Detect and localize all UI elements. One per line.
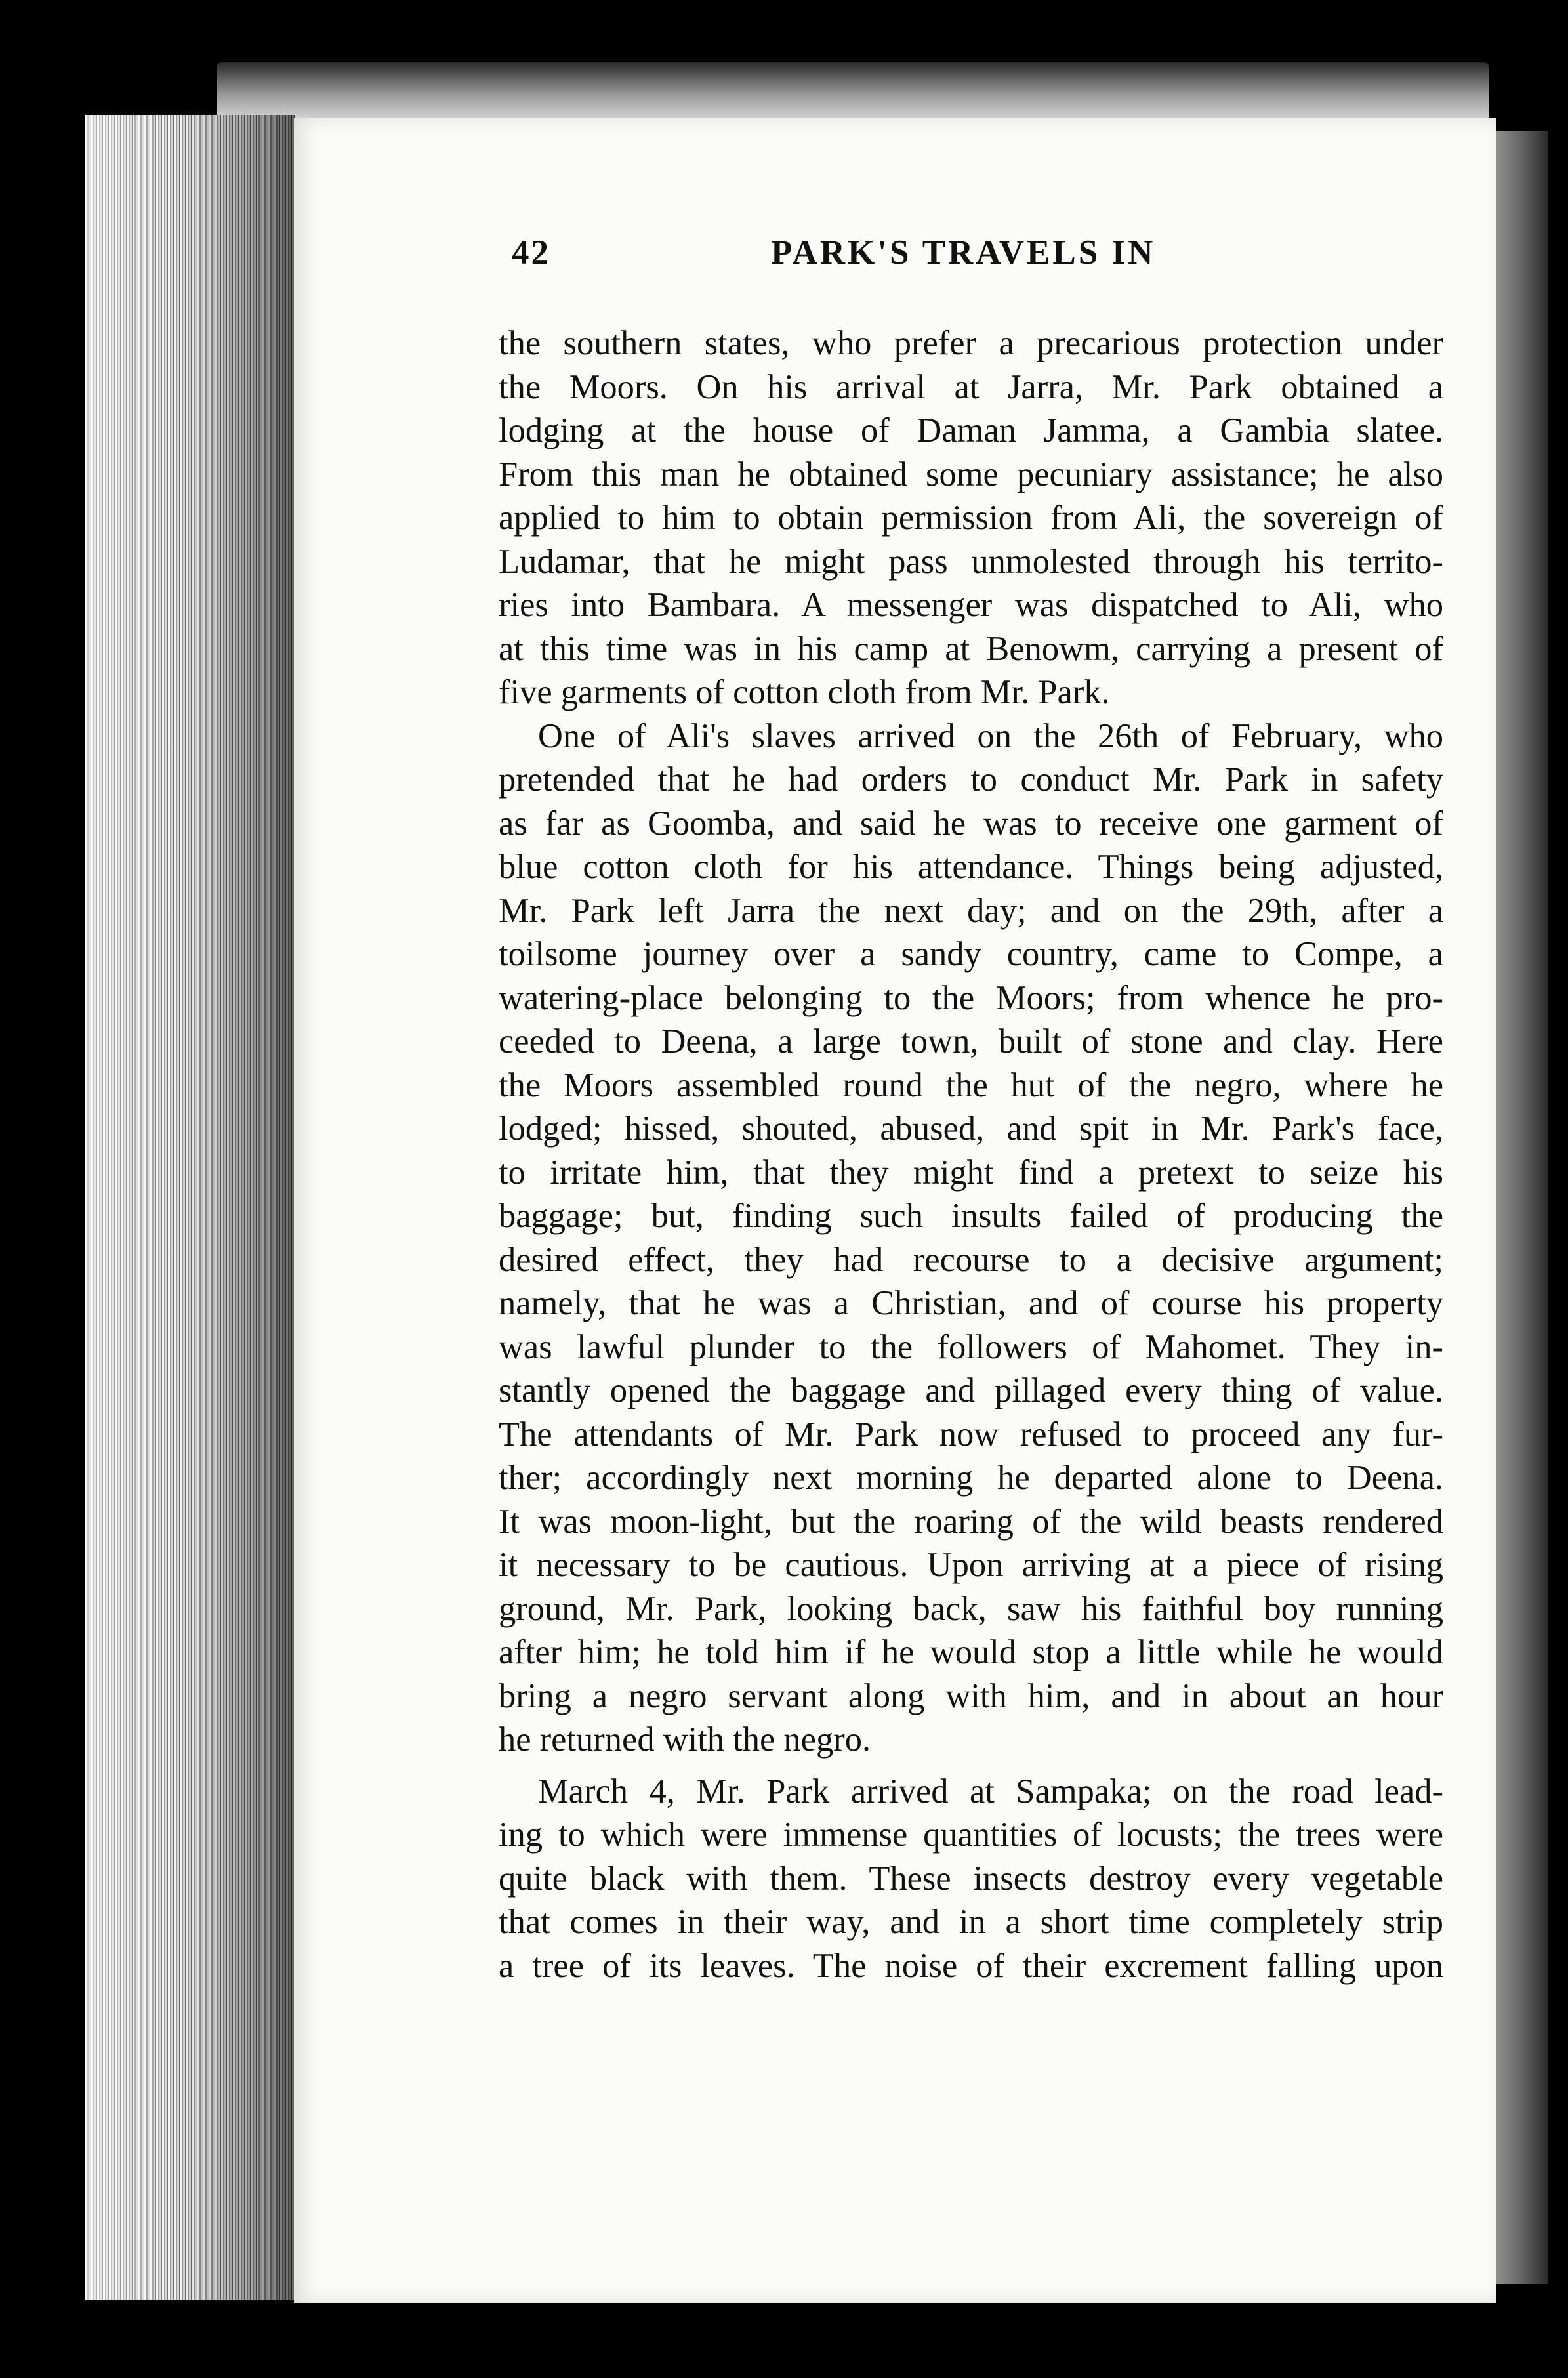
text-line: bring a negro servant along with him, and in about an hour [499, 1677, 1443, 1715]
text-line: From this man he obtained some pecuniary assistance; he also [499, 455, 1443, 493]
text-line: to irritate him, that they might find a pretext to seize his [499, 1153, 1443, 1192]
text-line: toilsome journey over a sandy country, came to Compe, a [499, 935, 1443, 973]
text-line: Mr. Park left Jarra the next day; and on the 29th, after a [499, 891, 1443, 930]
text-line: that comes in their way, and in a short time completely strip [499, 1903, 1443, 1941]
text-line: after him; he told him if he would stop a little while he would [499, 1633, 1443, 1671]
paragraph [499, 715, 1443, 1762]
right-page-edge [1489, 131, 1548, 2284]
text-line: he returned with the negro. [499, 1721, 871, 1759]
text-line: It was moon-light, but the roaring of the wild beasts rendered [499, 1502, 1443, 1541]
text-line: the Moors assembled round the hut of the negro, where he [499, 1066, 1443, 1104]
text-line: The attendants of Mr. Park now refused to proceed any fur- [499, 1415, 1443, 1453]
text-line: ther; accordingly next morning he departed alone to Deena. [499, 1459, 1443, 1497]
text-line: ground, Mr. Park, looking back, saw his faithful boy running [499, 1589, 1443, 1628]
text-line: as far as Goomba, and said he was to receive one garment of [499, 804, 1443, 843]
gutter-shadow [85, 115, 295, 2300]
text-line: lodging at the house of Daman Jamma, a Gambia slatee. [499, 411, 1443, 449]
body-text [499, 322, 1443, 1988]
text-line: the southern states, who prefer a precarious protection under [499, 324, 1443, 362]
text-line: was lawful plunder to the followers of Mahomet. They in- [499, 1327, 1443, 1366]
text-line: at this time was in his camp at Benowm, carrying a present of [499, 629, 1443, 668]
text-line: ries into Bambara. A messenger was dispatched to Ali, who [499, 586, 1443, 624]
text-line: watering-place belonging to the Moors; from whence he pro- [499, 978, 1443, 1017]
text-line: quite black with them. These insects destroy every vegetable [499, 1859, 1443, 1898]
text-line: Ludamar, that he might pass unmolested through his territo- [499, 542, 1443, 581]
text-line: pretended that he had orders to conduct Mr. Park in safety [499, 761, 1443, 799]
text-line: March 4, Mr. Park arrived at Sampaka; on the road lead- [538, 1772, 1443, 1810]
text-line: a tree of its leaves. The noise of their excrement falling upon [499, 1946, 1443, 1985]
book-top-edge [217, 62, 1489, 121]
paragraph [499, 322, 1443, 715]
text-line: applied to him to obtain permission from Ali, the sovereign of [499, 499, 1443, 537]
text-line: ing to which were immense quantities of locusts; the trees were [499, 1816, 1443, 1854]
paragraph [499, 1770, 1443, 1988]
text-line: baggage; but, finding such insults failed of producing the [499, 1197, 1443, 1235]
running-head [512, 233, 1187, 292]
page-number: 42 [512, 234, 550, 272]
text-line: lodged; hissed, shouted, abused, and spit in Mr. Park's face, [499, 1110, 1443, 1148]
text-line: ceeded to Deena, a large town, built of stone and clay. Here [499, 1022, 1443, 1060]
text-line: One of Ali's slaves arrived on the 26th of February, who [538, 717, 1443, 755]
text-line: desired effect, they had recourse to a decisive argument; [499, 1240, 1443, 1279]
text-line: five garments of cotton cloth from Mr. Park. [499, 673, 1110, 711]
text-line: blue cotton cloth for his attendance. Things being adjusted, [499, 848, 1443, 886]
text-line: it necessary to be cautious. Upon arriving at a piece of rising [499, 1546, 1443, 1584]
text-line: the Moors. On his arrival at Jarra, Mr. Park obtained a [499, 367, 1443, 406]
running-title: PARK'S TRAVELS IN [771, 234, 1156, 272]
text-line: stantly opened the baggage and pillaged every thing of value. [499, 1371, 1443, 1409]
text-line: namely, that he was a Christian, and of course his property [499, 1284, 1443, 1322]
